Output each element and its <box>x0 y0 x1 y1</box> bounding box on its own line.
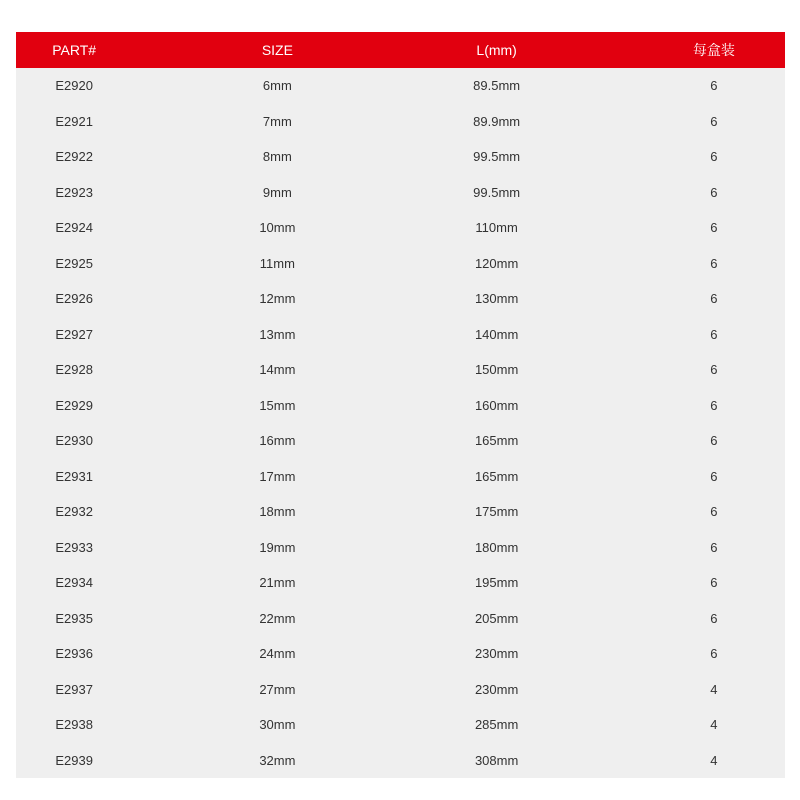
cell-length: 175mm <box>474 504 519 520</box>
cell-length: 308mm <box>474 752 519 768</box>
cell-per-box: 6 <box>710 397 718 413</box>
cell-size: 18mm <box>259 504 296 520</box>
header-per-box: 每盒装 <box>692 42 735 58</box>
cell-per-box: 6 <box>710 184 718 200</box>
table-row <box>16 707 785 743</box>
table-row <box>16 175 785 211</box>
cell-size: 27mm <box>259 681 296 697</box>
cell-per-box: 4 <box>710 752 718 768</box>
cell-per-box: 6 <box>710 646 718 662</box>
cell-length: 99.5mm <box>473 184 521 200</box>
header-part: PART# <box>52 42 97 58</box>
cell-size: 12mm <box>259 291 296 307</box>
cell-part: E2935 <box>55 610 93 626</box>
table-row <box>16 68 785 104</box>
cell-per-box: 6 <box>710 113 718 129</box>
table-row <box>16 494 785 530</box>
cell-per-box: 6 <box>710 433 718 449</box>
cell-size: 13mm <box>259 326 296 342</box>
table-row <box>16 672 785 708</box>
header-size: SIZE <box>261 42 293 58</box>
cell-part: E2928 <box>55 362 93 378</box>
cell-part: E2936 <box>55 646 93 662</box>
cell-part: E2930 <box>55 433 93 449</box>
cell-per-box: 6 <box>710 575 718 591</box>
header-length: L(mm) <box>476 42 517 58</box>
cell-per-box: 6 <box>710 220 718 236</box>
cell-part: E2937 <box>55 681 93 697</box>
cell-length: 195mm <box>474 575 519 591</box>
table-row <box>16 565 785 601</box>
cell-length: 89.9mm <box>473 113 521 129</box>
spec-table <box>16 32 785 778</box>
table-body <box>16 68 785 778</box>
cell-per-box: 6 <box>710 468 718 484</box>
table-row <box>16 210 785 246</box>
cell-per-box: 4 <box>710 717 718 733</box>
cell-size: 6mm <box>262 78 292 94</box>
cell-size: 32mm <box>259 752 296 768</box>
cell-per-box: 6 <box>710 78 718 94</box>
cell-size: 7mm <box>262 113 292 129</box>
cell-part: E2920 <box>55 78 93 94</box>
cell-part: E2934 <box>55 575 93 591</box>
cell-size: 17mm <box>259 468 296 484</box>
cell-length: 165mm <box>474 468 519 484</box>
cell-part: E2933 <box>55 539 93 555</box>
cell-part: E2924 <box>55 220 93 236</box>
cell-length: 285mm <box>474 717 519 733</box>
table-row <box>16 104 785 140</box>
cell-part: E2938 <box>55 717 93 733</box>
table-row <box>16 246 785 282</box>
cell-length: 230mm <box>474 681 519 697</box>
cell-per-box: 6 <box>710 149 718 165</box>
table-row <box>16 423 785 459</box>
cell-part: E2932 <box>55 504 93 520</box>
cell-length: 120mm <box>474 255 519 271</box>
table-row <box>16 636 785 672</box>
cell-size: 8mm <box>262 149 292 165</box>
cell-length: 165mm <box>474 433 519 449</box>
cell-size: 10mm <box>259 220 296 236</box>
cell-per-box: 6 <box>710 291 718 307</box>
cell-per-box: 6 <box>710 539 718 555</box>
cell-size: 14mm <box>259 362 296 378</box>
cell-length: 130mm <box>474 291 519 307</box>
table-row <box>16 388 785 424</box>
table-row <box>16 530 785 566</box>
header-row <box>16 32 785 68</box>
table-row <box>16 139 785 175</box>
cell-size: 11mm <box>259 255 295 271</box>
cell-size: 22mm <box>259 610 296 626</box>
cell-size: 16mm <box>259 433 296 449</box>
table-row <box>16 743 785 779</box>
cell-per-box: 6 <box>710 504 718 520</box>
cell-size: 9mm <box>262 184 292 200</box>
cell-length: 230mm <box>474 646 519 662</box>
table-row <box>16 601 785 637</box>
cell-size: 19mm <box>259 539 296 555</box>
cell-length: 140mm <box>474 326 519 342</box>
cell-per-box: 6 <box>710 362 718 378</box>
cell-part: E2939 <box>55 752 93 768</box>
cell-length: 150mm <box>474 362 519 378</box>
cell-part: E2926 <box>55 291 93 307</box>
spec-table-container <box>16 32 785 778</box>
cell-size: 15mm <box>259 397 296 413</box>
cell-part: E2931 <box>55 468 93 484</box>
cell-length: 180mm <box>474 539 519 555</box>
cell-part: E2922 <box>55 149 93 165</box>
cell-size: 30mm <box>259 717 296 733</box>
cell-length: 99.5mm <box>473 149 521 165</box>
table-row <box>16 317 785 353</box>
cell-per-box: 6 <box>710 255 718 271</box>
cell-part: E2921 <box>55 113 93 129</box>
table-row <box>16 352 785 388</box>
cell-per-box: 4 <box>710 681 718 697</box>
cell-per-box: 6 <box>710 326 718 342</box>
cell-part: E2925 <box>55 255 93 271</box>
cell-part: E2929 <box>55 397 93 413</box>
cell-length: 89.5mm <box>473 78 521 94</box>
table-header <box>16 32 785 68</box>
cell-length: 205mm <box>474 610 519 626</box>
table-row <box>16 459 785 495</box>
table-row <box>16 281 785 317</box>
cell-length: 110mm <box>475 220 518 236</box>
cell-part: E2927 <box>55 326 93 342</box>
cell-length: 160mm <box>474 397 519 413</box>
cell-size: 24mm <box>259 646 296 662</box>
cell-part: E2923 <box>55 184 93 200</box>
cell-per-box: 6 <box>710 610 718 626</box>
cell-size: 21mm <box>259 575 296 591</box>
